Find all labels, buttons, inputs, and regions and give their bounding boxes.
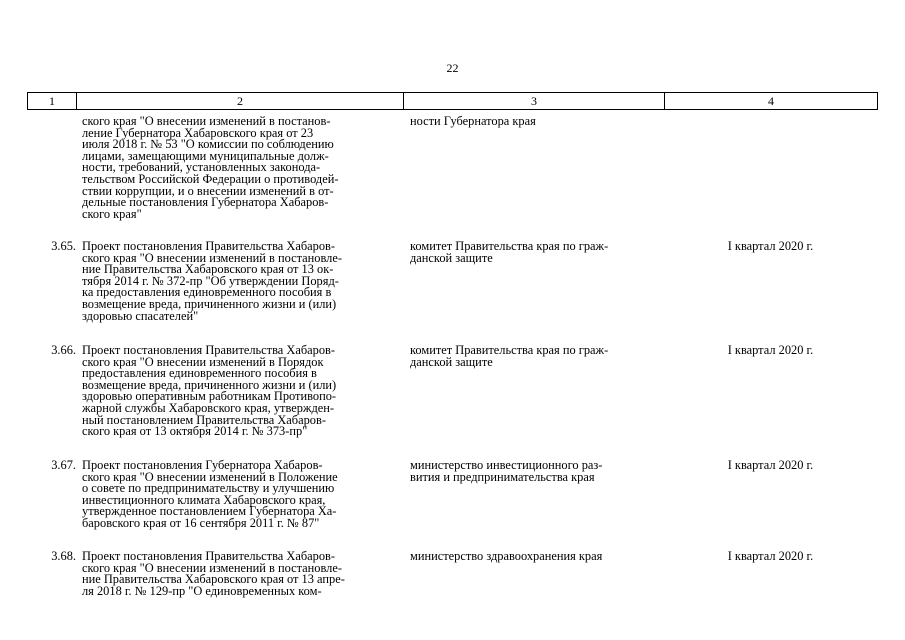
row-responsible: ности Губернатора края — [410, 114, 536, 128]
row-responsible: комитет Правительства края по граж- данской защите — [410, 343, 609, 369]
column-header-3: 3 — [404, 93, 665, 110]
row-description: Проект постановления Правительства Хабаров- ского края "О внесении изменений в Порядок предоставления единовременного пособия в возмещение вреда, причиненного жизни и (или) здоровью оперативным работникам Противопо- жарной службы Хабаровского края, утвержден- ный постановлением Правительства Хабаров- ского края от 13 октября 2014 г. № 373-пр" — [82, 343, 337, 439]
row-responsible: комитет Правительства края по граж- данской защите — [410, 239, 609, 265]
row-deadline: I квартал 2020 г. — [727, 458, 814, 472]
page-number: 22 — [446, 61, 459, 75]
row-description: Проект постановления Губернатора Хабаров- ского края "О внесении изменений в Положение о совете по предпринимательству и улучшению инвестиционного климата Хабаровского края, утвержденное постановлением Губернатора Ха- баровского края от 16 сентября 2011 г. № 87" — [82, 458, 338, 530]
row-description: Проект постановления Правительства Хабаров- ского края "О внесении изменений в постановле- ние Правительства Хабаровского края от 13 ок- тября 2014 г. № 372-пр "Об утверждении Поряд- ка предоставления единовременного пособия в возмещение вреда, причиненного жизни и (или) здоровью спасателей" — [82, 239, 342, 323]
row-number: 3.65. — [51, 239, 76, 253]
row-deadline: I квартал 2020 г. — [727, 343, 814, 357]
row-responsible: министерство здравоохранения края — [410, 549, 603, 563]
row-number: 3.68. — [51, 549, 76, 563]
row-description: Проект постановления Правительства Хабаров- ского края "О внесении изменений в постановле- ние Правительства Хабаровского края от 13 апре- ля 2018 г. № 129-пр "О единовременных ком- — [82, 549, 345, 598]
row-deadline: I квартал 2020 г. — [727, 549, 814, 563]
column-header-2: 2 — [77, 93, 404, 110]
row-number: 3.67. — [51, 458, 76, 472]
column-header-4: 4 — [665, 93, 878, 110]
row-number: 3.66. — [51, 343, 76, 357]
column-header-1: 1 — [28, 93, 77, 110]
row-deadline: I квартал 2020 г. — [727, 239, 814, 253]
row-description: ского края "О внесении изменений в постанов- ление Губернатора Хабаровского края от 23 июля 2018 г. № 53 "О комиссии по соблюдению лицами, замещающими муниципальные долж- ности, требований, установленных законода- тельством Российской Федерации о противодей- ствии коррупции, и о внесении изменений в от- дельные постановления Губернатора Хабаров- ского края" — [82, 114, 339, 221]
column-header-row — [28, 93, 878, 110]
row-responsible: министерство инвестиционного раз- вития и предпринимательства края — [410, 458, 603, 484]
column-header-table — [27, 92, 878, 110]
